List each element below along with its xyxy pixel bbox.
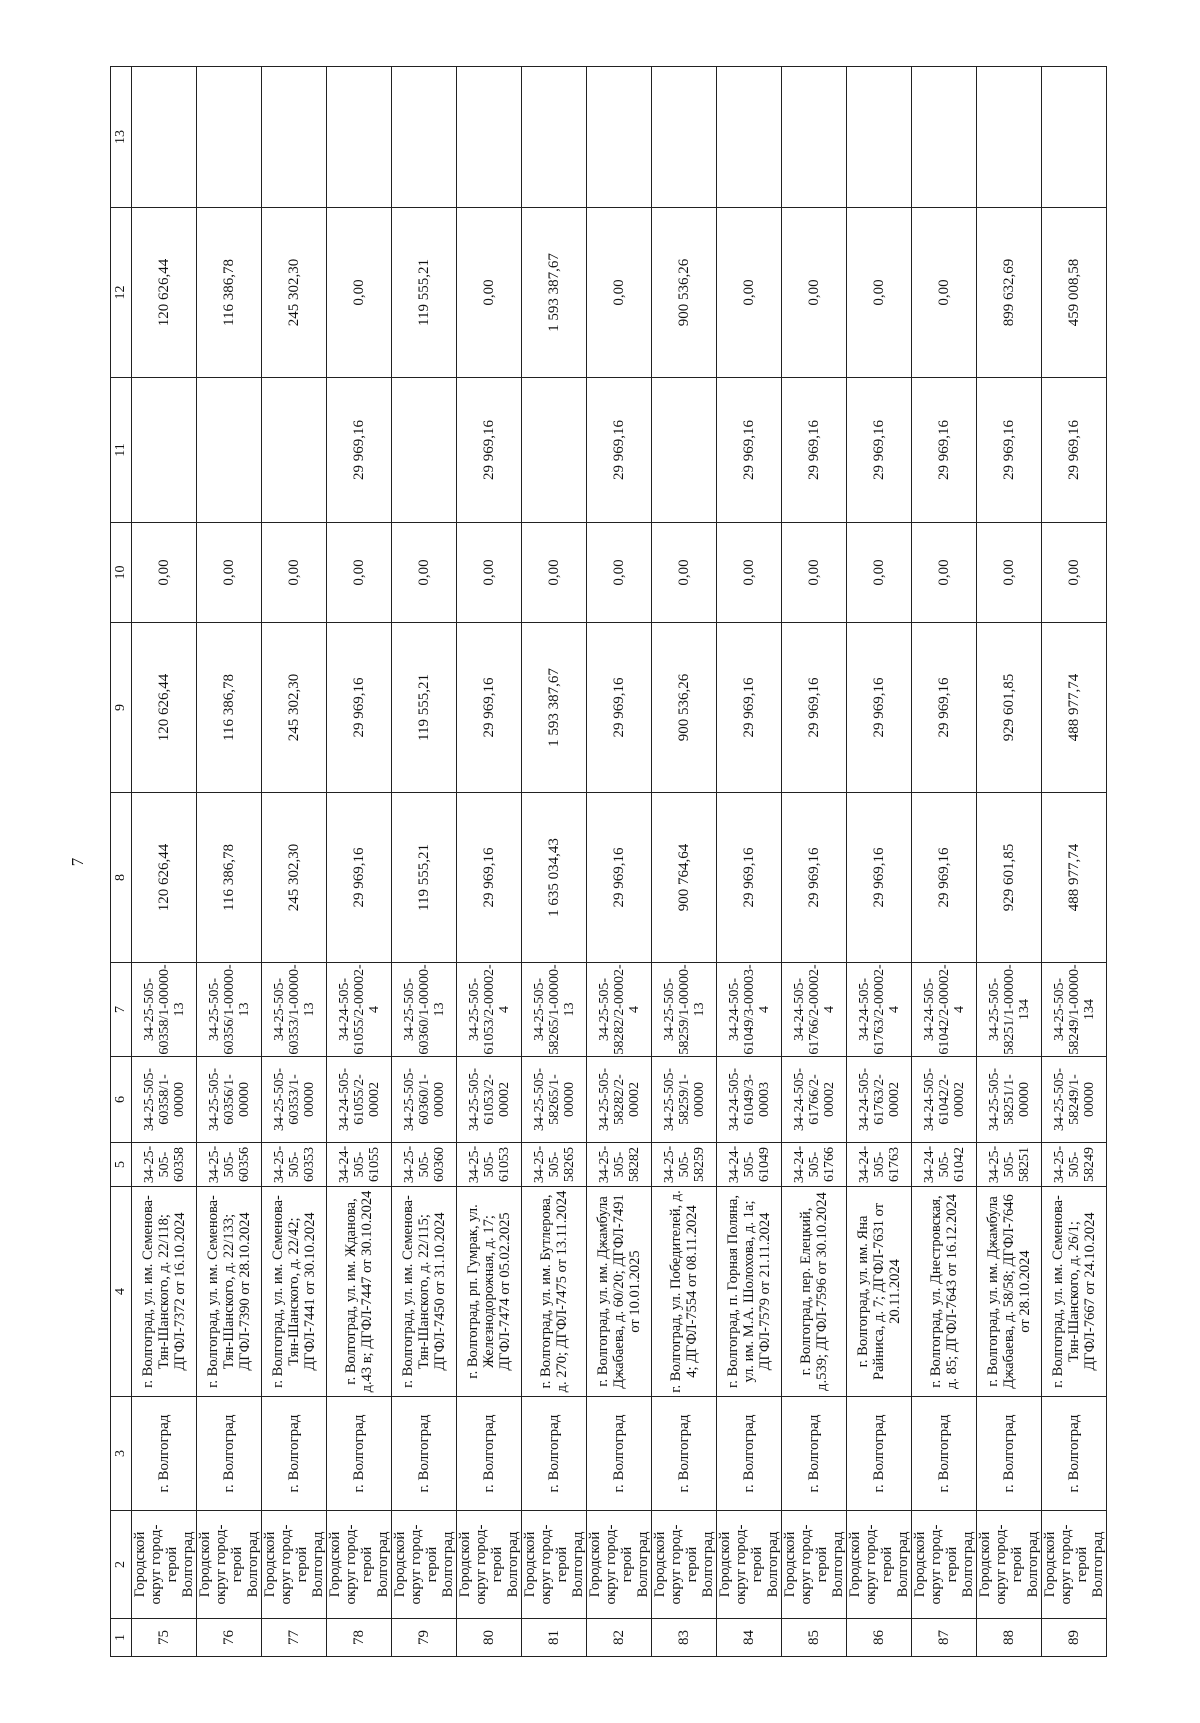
row-number: 75 bbox=[132, 1619, 197, 1657]
amount-cell: 929 601,85 bbox=[977, 793, 1042, 963]
header-row bbox=[111, 67, 132, 1657]
note-cell bbox=[717, 67, 782, 208]
settlement-cell: г. Волгоград bbox=[717, 1397, 782, 1511]
amount-cell: 29 969,16 bbox=[782, 793, 847, 963]
code-cell: 34-25-505-61053 bbox=[457, 1143, 522, 1187]
object-code-cell: 34-25-505-60353/1-00000-13 bbox=[262, 963, 327, 1057]
amount-cell: 119 555,21 bbox=[392, 208, 457, 378]
amount-cell: 245 302,30 bbox=[262, 208, 327, 378]
amount-cell: 900 764,64 bbox=[652, 793, 717, 963]
code-cell: 34-25-505-60356 bbox=[197, 1143, 262, 1187]
object-code-cell: 34-24-505-61042/2-00002-4 bbox=[912, 963, 977, 1057]
amount-cell bbox=[132, 378, 197, 523]
municipal-district-cell: Городской округ город-герой Волгоград bbox=[587, 1511, 652, 1619]
row-number: 79 bbox=[392, 1619, 457, 1657]
amount-cell: 29 969,16 bbox=[717, 378, 782, 523]
amount-cell: 29 969,16 bbox=[782, 623, 847, 793]
amount-cell: 929 601,85 bbox=[977, 623, 1042, 793]
amount-cell: 0,00 bbox=[782, 523, 847, 623]
municipal-district-cell: Городской округ город-герой Волгоград bbox=[717, 1511, 782, 1619]
note-cell bbox=[652, 67, 717, 208]
amount-cell: 29 969,16 bbox=[782, 378, 847, 523]
code-cell: 34-25-505-60358 bbox=[132, 1143, 197, 1187]
column-header-12: 12 bbox=[111, 208, 132, 378]
row-number: 81 bbox=[522, 1619, 587, 1657]
amount-cell: 29 969,16 bbox=[457, 378, 522, 523]
amount-cell: 0,00 bbox=[717, 208, 782, 378]
amount-cell: 899 632,69 bbox=[977, 208, 1042, 378]
table-row bbox=[262, 67, 327, 1657]
table-row bbox=[847, 67, 912, 1657]
table-row bbox=[1042, 67, 1107, 1657]
municipal-district-cell: Городской округ город-герой Волгоград bbox=[132, 1511, 197, 1619]
column-header-10: 10 bbox=[111, 523, 132, 623]
settlement-cell: г. Волгоград bbox=[652, 1397, 717, 1511]
amount-cell: 29 969,16 bbox=[912, 623, 977, 793]
object-code-cell: 34-25-505-60358/1-00000-13 bbox=[132, 963, 197, 1057]
municipal-district-cell: Городской округ город-герой Волгоград bbox=[847, 1511, 912, 1619]
amount-cell: 245 302,30 bbox=[262, 623, 327, 793]
amount-cell: 488 977,74 bbox=[1042, 793, 1107, 963]
municipal-district-cell: Городской округ город-герой Волгоград bbox=[457, 1511, 522, 1619]
amount-cell: 29 969,16 bbox=[457, 793, 522, 963]
amount-cell: 29 969,16 bbox=[847, 623, 912, 793]
table-row bbox=[132, 67, 197, 1657]
amount-cell: 29 969,16 bbox=[1042, 378, 1107, 523]
cadastral-code-cell: 34-24-505-61766/2-00002 bbox=[782, 1057, 847, 1143]
code-cell: 34-24-505-61042 bbox=[912, 1143, 977, 1187]
amount-cell: 116 386,78 bbox=[197, 623, 262, 793]
address-cell: г. Волгоград, ул. Победителей, д. 4; ДГФЛ-7554 от 08.11.2024 bbox=[652, 1187, 717, 1397]
municipal-district-cell: Городской округ город-герой Волгоград bbox=[912, 1511, 977, 1619]
column-header-6: 6 bbox=[111, 1057, 132, 1143]
table-row bbox=[912, 67, 977, 1657]
cadastral-code-cell: 34-25-505-58282/2-00002 bbox=[587, 1057, 652, 1143]
amount-cell: 29 969,16 bbox=[847, 793, 912, 963]
cadastral-code-cell: 34-25-505-60356/1-00000 bbox=[197, 1057, 262, 1143]
settlement-cell: г. Волгоград bbox=[847, 1397, 912, 1511]
amount-cell bbox=[652, 378, 717, 523]
amount-cell: 0,00 bbox=[457, 208, 522, 378]
settlement-cell: г. Волгоград bbox=[977, 1397, 1042, 1511]
amount-cell: 1 593 387,67 bbox=[522, 208, 587, 378]
amount-cell: 459 008,58 bbox=[1042, 208, 1107, 378]
object-code-cell: 34-24-505-61766/2-00002-4 bbox=[782, 963, 847, 1057]
settlement-cell: г. Волгоград bbox=[457, 1397, 522, 1511]
amount-cell: 0,00 bbox=[132, 523, 197, 623]
amount-cell: 0,00 bbox=[457, 523, 522, 623]
column-header-1: 1 bbox=[111, 1619, 132, 1657]
amount-cell: 488 977,74 bbox=[1042, 623, 1107, 793]
column-header-3: 3 bbox=[111, 1397, 132, 1511]
table-row bbox=[522, 67, 587, 1657]
table-row bbox=[782, 67, 847, 1657]
column-header-13: 13 bbox=[111, 67, 132, 208]
address-cell: г. Волгоград, ул. им. Джамбула Джабаева, д. 58/58; ДГФЛ-7646 от 28.10.2024 bbox=[977, 1187, 1042, 1397]
note-cell bbox=[782, 67, 847, 208]
municipal-district-cell: Городской округ город-герой Волгоград bbox=[652, 1511, 717, 1619]
amount-cell: 0,00 bbox=[522, 523, 587, 623]
amount-cell: 29 969,16 bbox=[717, 623, 782, 793]
amount-cell: 0,00 bbox=[782, 208, 847, 378]
settlement-cell: г. Волгоград bbox=[1042, 1397, 1107, 1511]
row-number: 89 bbox=[1042, 1619, 1107, 1657]
amount-cell: 0,00 bbox=[652, 523, 717, 623]
object-code-cell: 34-24-505-61763/2-00002-4 bbox=[847, 963, 912, 1057]
note-cell bbox=[262, 67, 327, 208]
amount-cell: 29 969,16 bbox=[912, 378, 977, 523]
amount-cell: 0,00 bbox=[912, 208, 977, 378]
row-number: 85 bbox=[782, 1619, 847, 1657]
code-cell: 34-25-505-58282 bbox=[587, 1143, 652, 1187]
code-cell: 34-25-505-60353 bbox=[262, 1143, 327, 1187]
amount-cell: 1 593 387,67 bbox=[522, 623, 587, 793]
column-header-9: 9 bbox=[111, 623, 132, 793]
table-row bbox=[197, 67, 262, 1657]
row-number: 77 bbox=[262, 1619, 327, 1657]
code-cell: 34-24-505-61055 bbox=[327, 1143, 392, 1187]
amount-cell: 116 386,78 bbox=[197, 793, 262, 963]
amount-cell: 29 969,16 bbox=[327, 793, 392, 963]
amount-cell: 119 555,21 bbox=[392, 623, 457, 793]
amount-cell: 0,00 bbox=[262, 523, 327, 623]
settlement-cell: г. Волгоград bbox=[392, 1397, 457, 1511]
amount-cell bbox=[197, 378, 262, 523]
cadastral-code-cell: 34-25-505-58265/1-00000 bbox=[522, 1057, 587, 1143]
note-cell bbox=[587, 67, 652, 208]
amount-cell: 0,00 bbox=[327, 523, 392, 623]
row-number: 80 bbox=[457, 1619, 522, 1657]
column-header-5: 5 bbox=[111, 1143, 132, 1187]
amount-cell: 119 555,21 bbox=[392, 793, 457, 963]
code-cell: 34-24-505-61049 bbox=[717, 1143, 782, 1187]
column-header-2: 2 bbox=[111, 1511, 132, 1619]
amount-cell: 0,00 bbox=[392, 523, 457, 623]
settlement-cell: г. Волгоград bbox=[587, 1397, 652, 1511]
address-cell: г. Волгоград, ул. им. Семенова-Тян-Шанского, д. 22/42; ДГФЛ-7441 от 30.10.2024 bbox=[262, 1187, 327, 1397]
column-header-11: 11 bbox=[111, 378, 132, 523]
amount-cell bbox=[522, 378, 587, 523]
settlement-cell: г. Волгоград bbox=[912, 1397, 977, 1511]
amount-cell: 0,00 bbox=[327, 208, 392, 378]
amount-cell: 900 536,26 bbox=[652, 623, 717, 793]
municipal-district-cell: Городской округ город-герой Волгоград bbox=[327, 1511, 392, 1619]
code-cell: 34-25-505-58249 bbox=[1042, 1143, 1107, 1187]
amount-cell: 0,00 bbox=[197, 523, 262, 623]
address-cell: г. Волгоград, ул. им. Семенова-Тян-Шанского, д. 26/1; ДГФЛ-7667 от 24.10.2024 bbox=[1042, 1187, 1107, 1397]
municipal-district-cell: Городской округ город-герой Волгоград bbox=[392, 1511, 457, 1619]
amount-cell: 900 536,26 bbox=[652, 208, 717, 378]
rotated-table-container bbox=[110, 67, 1110, 1657]
amount-cell: 0,00 bbox=[587, 208, 652, 378]
table-row bbox=[327, 67, 392, 1657]
amount-cell: 0,00 bbox=[847, 208, 912, 378]
amount-cell bbox=[262, 378, 327, 523]
object-code-cell: 34-24-505-61055/2-00002-4 bbox=[327, 963, 392, 1057]
cadastral-code-cell: 34-24-505-61763/2-00002 bbox=[847, 1057, 912, 1143]
amount-cell: 0,00 bbox=[587, 523, 652, 623]
object-code-cell: 34-25-505-58282/2-00002-4 bbox=[587, 963, 652, 1057]
row-number: 78 bbox=[327, 1619, 392, 1657]
settlement-cell: г. Волгоград bbox=[262, 1397, 327, 1511]
code-cell: 34-24-505-61766 bbox=[782, 1143, 847, 1187]
amount-cell: 245 302,30 bbox=[262, 793, 327, 963]
code-cell: 34-24-505-61763 bbox=[847, 1143, 912, 1187]
address-cell: г. Волгоград, ул. им. Джамбула Джабаева, д. 60/20; ДГФЛ-7491 от 10.01.2025 bbox=[587, 1187, 652, 1397]
cadastral-code-cell: 34-25-505-58251/1-00000 bbox=[977, 1057, 1042, 1143]
cadastral-code-cell: 34-24-505-61042/2-00002 bbox=[912, 1057, 977, 1143]
column-header-4: 4 bbox=[111, 1187, 132, 1397]
cadastral-code-cell: 34-24-505-61049/3-00003 bbox=[717, 1057, 782, 1143]
municipal-district-cell: Городской округ город-герой Волгоград bbox=[262, 1511, 327, 1619]
amount-cell: 1 635 034,43 bbox=[522, 793, 587, 963]
column-header-7: 7 bbox=[111, 963, 132, 1057]
note-cell bbox=[457, 67, 522, 208]
cadastral-code-cell: 34-25-505-58259/1-00000 bbox=[652, 1057, 717, 1143]
amount-cell: 29 969,16 bbox=[847, 378, 912, 523]
object-code-cell: 34-24-505-61049/3-00003-4 bbox=[717, 963, 782, 1057]
amount-cell: 29 969,16 bbox=[587, 378, 652, 523]
note-cell bbox=[132, 67, 197, 208]
address-cell: г. Волгоград, ул. им. Яна Райниса, д. 7; ДГФЛ-7631 от 20.11.2024 bbox=[847, 1187, 912, 1397]
municipal-district-cell: Городской округ город-герой Волгоград bbox=[522, 1511, 587, 1619]
row-number: 87 bbox=[912, 1619, 977, 1657]
amount-cell: 29 969,16 bbox=[587, 793, 652, 963]
amount-cell: 0,00 bbox=[1042, 523, 1107, 623]
settlement-cell: г. Волгоград bbox=[132, 1397, 197, 1511]
cadastral-code-cell: 34-25-505-60353/1-00000 bbox=[262, 1057, 327, 1143]
address-cell: г. Волгоград, ул. им. Семенова-Тян-Шанского, д. 22/133; ДГФЛ-7390 от 28.10.2024 bbox=[197, 1187, 262, 1397]
cadastral-code-cell: 34-25-505-60360/1-00000 bbox=[392, 1057, 457, 1143]
address-cell: г. Волгоград, рп. Гумрак, ул. Железнодорожная, д. 17; ДГФЛ-7474 от 05.02.2025 bbox=[457, 1187, 522, 1397]
amount-cell: 29 969,16 bbox=[977, 378, 1042, 523]
row-number: 76 bbox=[197, 1619, 262, 1657]
data-table bbox=[110, 66, 1107, 1657]
column-header-8: 8 bbox=[111, 793, 132, 963]
address-cell: г. Волгоград, ул. им. Семенова-Тян-Шанского, д. 22/115; ДГФЛ-7450 от 31.10.2024 bbox=[392, 1187, 457, 1397]
amount-cell: 120 626,44 bbox=[132, 623, 197, 793]
note-cell bbox=[392, 67, 457, 208]
cadastral-code-cell: 34-24-505-61055/2-00002 bbox=[327, 1057, 392, 1143]
amount-cell: 29 969,16 bbox=[327, 623, 392, 793]
settlement-cell: г. Волгоград bbox=[327, 1397, 392, 1511]
amount-cell: 0,00 bbox=[717, 523, 782, 623]
code-cell: 34-25-505-60360 bbox=[392, 1143, 457, 1187]
table-row bbox=[392, 67, 457, 1657]
amount-cell: 0,00 bbox=[977, 523, 1042, 623]
row-number: 84 bbox=[717, 1619, 782, 1657]
amount-cell: 120 626,44 bbox=[132, 793, 197, 963]
amount-cell: 29 969,16 bbox=[587, 623, 652, 793]
municipal-district-cell: Городской округ город-герой Волгоград bbox=[197, 1511, 262, 1619]
row-number: 82 bbox=[587, 1619, 652, 1657]
settlement-cell: г. Волгоград bbox=[782, 1397, 847, 1511]
amount-cell: 120 626,44 bbox=[132, 208, 197, 378]
object-code-cell: 34-25-505-58249/1-00000-134 bbox=[1042, 963, 1107, 1057]
note-cell bbox=[522, 67, 587, 208]
amount-cell: 0,00 bbox=[847, 523, 912, 623]
amount-cell: 29 969,16 bbox=[457, 623, 522, 793]
settlement-cell: г. Волгоград bbox=[197, 1397, 262, 1511]
table-row bbox=[587, 67, 652, 1657]
address-cell: г. Волгоград, ул. им. Жданова, д.43 в; ДГФЛ-7447 от 30.10.2024 bbox=[327, 1187, 392, 1397]
object-code-cell: 34-25-505-58265/1-00000-13 bbox=[522, 963, 587, 1057]
address-cell: г. Волгоград, ул. им. Бутлерова, д. 270; ДГФЛ-7475 от 13.11.2024 bbox=[522, 1187, 587, 1397]
amount-cell: 116 386,78 bbox=[197, 208, 262, 378]
note-cell bbox=[912, 67, 977, 208]
amount-cell: 29 969,16 bbox=[717, 793, 782, 963]
amount-cell: 0,00 bbox=[912, 523, 977, 623]
note-cell bbox=[847, 67, 912, 208]
address-cell: г. Волгоград, ул. Днестровская, д. 85; ДГФЛ-7643 от 16.12.2024 bbox=[912, 1187, 977, 1397]
table-body bbox=[111, 67, 1107, 1657]
code-cell: 34-25-505-58251 bbox=[977, 1143, 1042, 1187]
table-row bbox=[977, 67, 1042, 1657]
object-code-cell: 34-25-505-60360/1-00000-13 bbox=[392, 963, 457, 1057]
municipal-district-cell: Городской округ город-герой Волгоград bbox=[782, 1511, 847, 1619]
cadastral-code-cell: 34-25-505-61053/2-00002 bbox=[457, 1057, 522, 1143]
code-cell: 34-25-505-58265 bbox=[522, 1143, 587, 1187]
table-row bbox=[457, 67, 522, 1657]
address-cell: г. Волгоград, п. Горная Поляна, ул. им. М.А. Шолохова, д. 1а; ДГФЛ-7579 от 21.11.2024 bbox=[717, 1187, 782, 1397]
amount-cell: 29 969,16 bbox=[327, 378, 392, 523]
amount-cell: 29 969,16 bbox=[912, 793, 977, 963]
address-cell: г. Волгоград, ул. им. Семенова-Тян-Шанского, д. 22/118; ДГФЛ-7372 от 16.10.2024 bbox=[132, 1187, 197, 1397]
object-code-cell: 34-25-505-58259/1-00000-13 bbox=[652, 963, 717, 1057]
settlement-cell: г. Волгоград bbox=[522, 1397, 587, 1511]
address-cell: г. Волгоград, пер. Елецкий, д.539; ДГФЛ-7596 от 30.10.2024 bbox=[782, 1187, 847, 1397]
row-number: 88 bbox=[977, 1619, 1042, 1657]
table-row bbox=[717, 67, 782, 1657]
cadastral-code-cell: 34-25-505-60358/1-00000 bbox=[132, 1057, 197, 1143]
object-code-cell: 34-25-505-60356/1-00000-13 bbox=[197, 963, 262, 1057]
object-code-cell: 34-25-505-58251/1-00000-134 bbox=[977, 963, 1042, 1057]
municipal-district-cell: Городской округ город-герой Волгоград bbox=[1042, 1511, 1107, 1619]
object-code-cell: 34-25-505-61053/2-00002-4 bbox=[457, 963, 522, 1057]
cadastral-code-cell: 34-25-505-58249/1-00000 bbox=[1042, 1057, 1107, 1143]
row-number: 86 bbox=[847, 1619, 912, 1657]
note-cell bbox=[327, 67, 392, 208]
amount-cell bbox=[392, 378, 457, 523]
row-number: 83 bbox=[652, 1619, 717, 1657]
note-cell bbox=[977, 67, 1042, 208]
municipal-district-cell: Городской округ город-герой Волгоград bbox=[977, 1511, 1042, 1619]
table-row bbox=[652, 67, 717, 1657]
note-cell bbox=[197, 67, 262, 208]
note-cell bbox=[1042, 67, 1107, 208]
page-number: 7 bbox=[68, 857, 87, 867]
code-cell: 34-25-505-58259 bbox=[652, 1143, 717, 1187]
